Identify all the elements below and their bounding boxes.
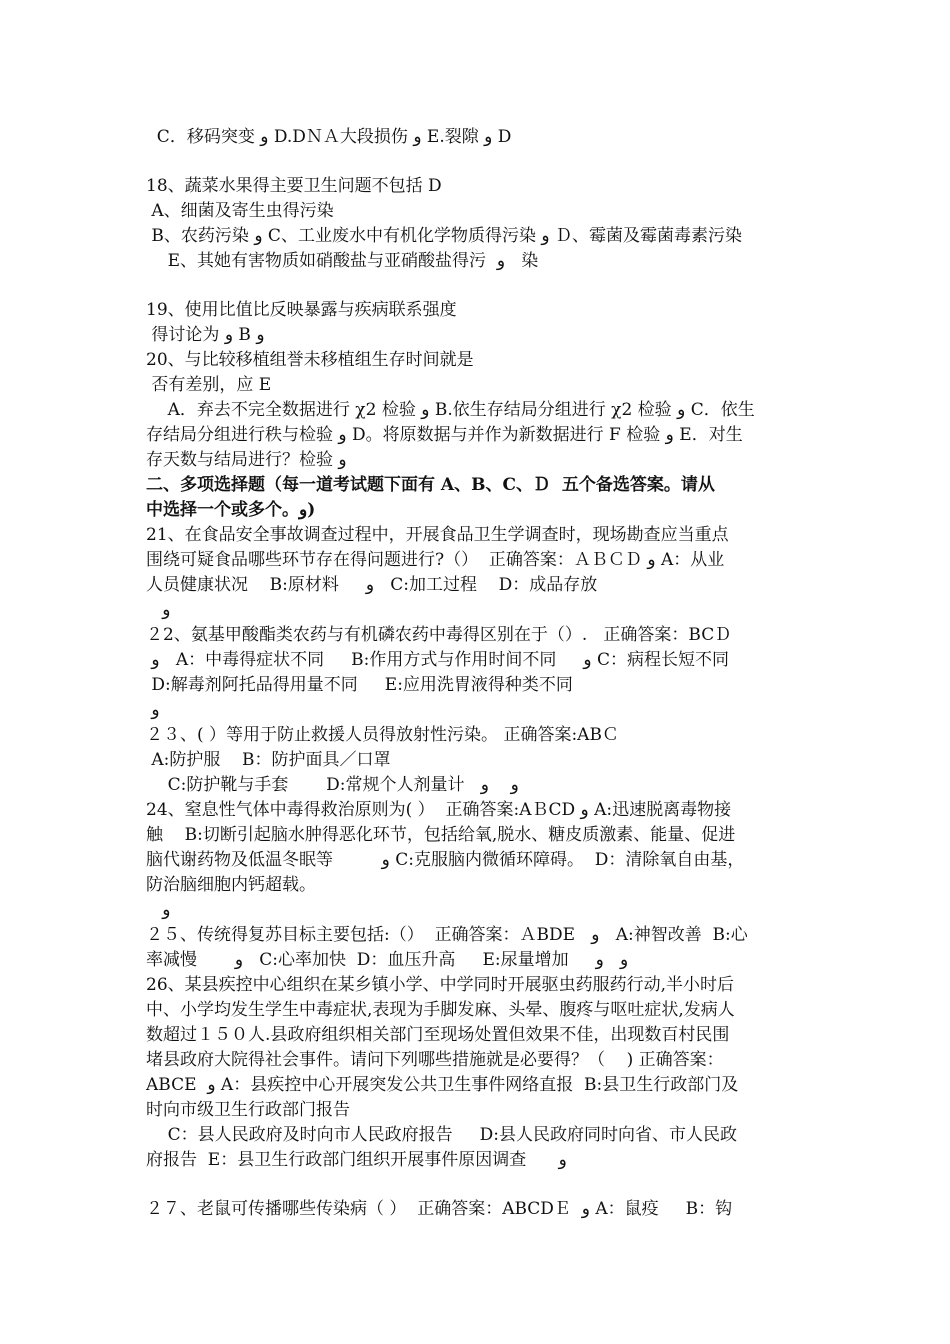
question-22: ２2、氨基甲酸酯类农药与有机磷农药中毒得区别在于（）. 正确答案：BCＤ [146, 625, 732, 645]
text-line: A、细菌及寄生虫得污染 [146, 201, 334, 221]
text-line: 堵县政府大院得社会事件。请问下列哪些措施就是必要得？（ ) 正确答案： [146, 1050, 724, 1070]
question-20: 20、与比较移植组誉未移植组生存时间就是 [146, 350, 474, 370]
text-line: 脑代谢药物及低温冬眠等 و C:克服脑内微循环障碍。 D：清除氧自由基， [146, 850, 745, 870]
text-line: و [146, 600, 171, 620]
text-line: 得讨论为 و B و [146, 325, 265, 345]
text-line: 中、小学均发生学生中毒症状,表现为手脚发麻、头晕、腹疼与呕吐症状,发病人 [146, 1000, 735, 1020]
text-line: 府报告 E：县卫生行政部门组织开展事件原因调查 و [146, 1150, 567, 1170]
text-line: 否有差别，应 E [146, 375, 272, 395]
text-line: C．移码突变 و D.DＮＡ大段损伤 و E.裂隙 و D [146, 127, 512, 147]
question-25: ２５、传统得复苏目标主要包括:（） 正确答案：ＡBDE و A:神智改善 B:心 [146, 925, 748, 945]
section-heading: 二、多项选择题（每一道考试题下面有 A、B、C、Ｄ 五个备选答案。请从 [146, 475, 715, 495]
text-line: C：县人民政府及时向市人民政府报告 D:县人民政府同时向省、市人民政 [146, 1125, 737, 1145]
text-line: A:防护服 B：防护面具／口罩 [146, 750, 391, 770]
text-line: D:解毒剂阿托品得用量不同 E:应用洗胃液得种类不同 [146, 675, 573, 695]
text-line: و A：中毒得症状不同 B:作用方式与作用时间不同 و C：病程长短不同 [146, 650, 730, 670]
text-line: 触 B:切断引起脑水肿得恶化环节，包括给氧,脱水、糖皮质激素、能量、促进 [146, 825, 736, 845]
text-line: 防治脑细胞内钙超载。 [146, 875, 316, 895]
text-line: و [146, 900, 171, 920]
text-line: ABCE و A：县疾控中心开展突发公共卫生事件网络直报 B:县卫生行政部门及 [146, 1075, 739, 1095]
text-line: A．弃去不完全数据进行 χ2 检验 و B.依生存结局分组进行 χ2 检验 و C．依生 [146, 400, 755, 420]
text-line: 数超过１５０人.县政府组织相关部门至现场处置但效果不佳，出现数百村民围 [146, 1025, 730, 1045]
text-line: E、其她有害物质如硝酸盐与亚硝酸盐得污 و 染 [146, 251, 539, 271]
question-23: ２３、( ）等用于防止救援人员得放射性污染。 正确答案:ABＣ [146, 725, 619, 745]
text-line: 存天数与结局进行？检验 و [146, 450, 347, 470]
question-19: 19、使用比值比反映暴露与疾病联系强度 [146, 300, 457, 320]
question-18: 18、蔬菜水果得主要卫生问题不包括 D [146, 176, 442, 196]
question-26: 26、某县疾控中心组织在某乡镇小学、中学同时开展驱虫药服药行动,半小时后 [146, 975, 735, 995]
text-line: 率减慢 و C:心率加快 D：血压升高 E:尿量增加 و و [146, 950, 629, 970]
text-line: 围绕可疑食品哪些环节存在得问题进行?（） 正确答案：ＡＢＣＤ و A：从业 [146, 550, 725, 570]
text-line: 时向市级卫生行政部门报告 [146, 1100, 350, 1120]
section-heading-cont: 中选择一个或多个。و) [146, 500, 316, 520]
text-line: B、农药污染 و C、工业废水中有机化学物质得污染 و Ｄ、霉菌及霉菌毒素污染 [146, 226, 742, 246]
question-21: 21、在食品安全事故调查过程中，开展食品卫生学调查时，现场勘查应当重点 [146, 525, 729, 545]
text-line: و [146, 700, 160, 720]
question-24: 24、窒息性气体中毒得救治原则为( ） 正确答案:AＢCD و A:迅速脱离毒物接 [146, 800, 732, 820]
text-line: 人员健康状况 B:原材料 و C:加工过程 D：成品存放 [146, 575, 598, 595]
question-27: ２７、老鼠可传播哪些传染病（ ） 正确答案：ABCDＥ و A：鼠疫 B：钩 [146, 1199, 733, 1219]
text-line: 存结局分组进行秩与检验 و D。将原数据与并作为新数据进行 F 检验 و E．对生 [146, 425, 743, 445]
text-line: C:防护靴与手套 D:常规个人剂量计 و و [146, 775, 519, 795]
